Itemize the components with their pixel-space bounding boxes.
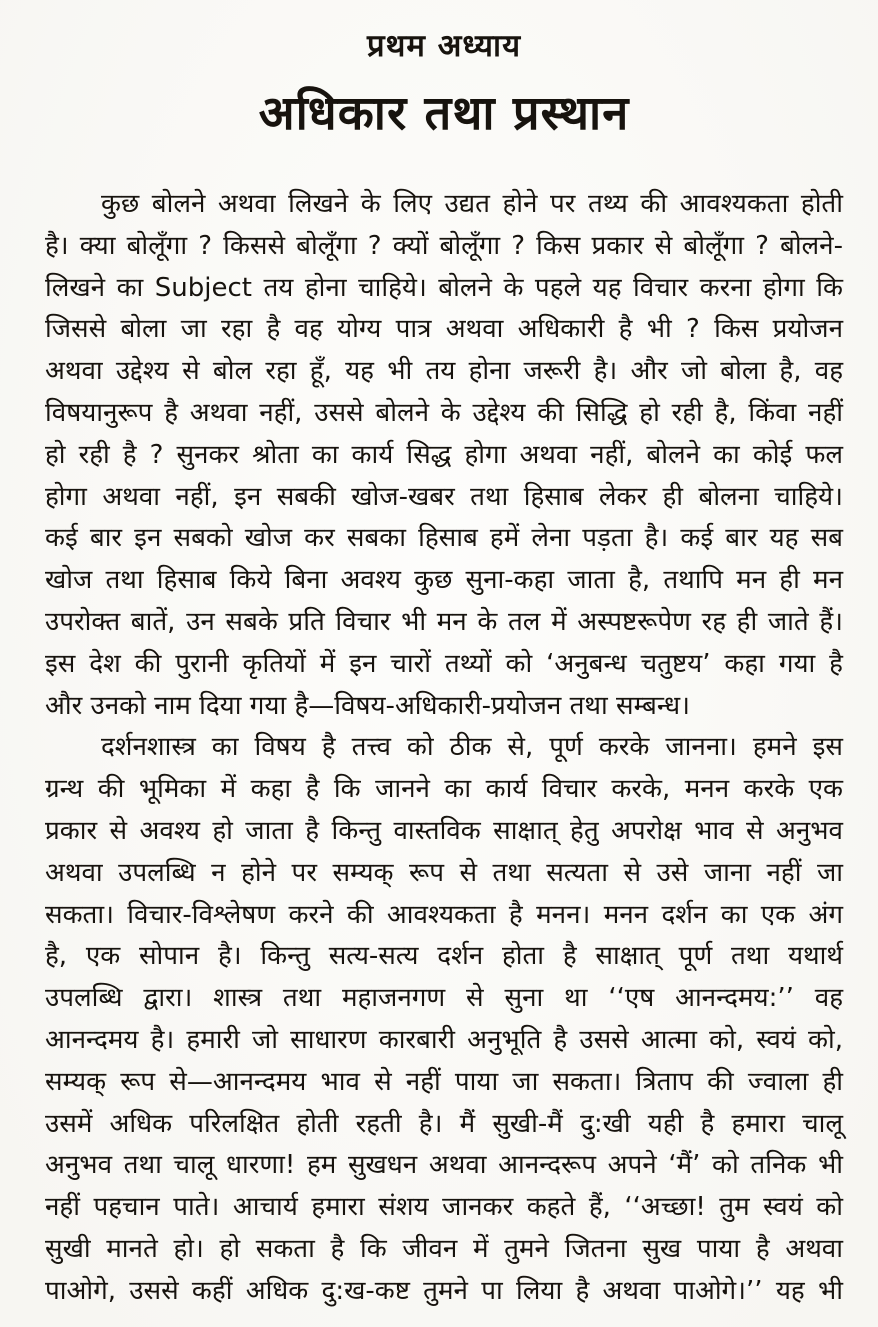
text-line: कई बार इन सबको खोज कर सबका हिसाब हमें लेना पड़ता है। कई बार यह सब xyxy=(45,523,843,554)
text-line: है, एक सोपान है। किन्तु सत्य-सत्य दर्शन होता है साक्षात् पूर्ण तथा यथार्थ xyxy=(45,941,843,972)
paragraph-1 xyxy=(45,184,843,727)
text-line: खोज तथा हिसाब किये बिना अवश्य कुछ सुना-कहा जाता है, तथापि मन ही मन xyxy=(45,565,843,596)
text-line: और उनको नाम दिया गया है—विषय-अधिकारी-प्रयोजन तथा सम्बन्ध। xyxy=(45,690,690,721)
text-line: उपलब्धि द्वारा। शास्त्र तथा महाजनगण से सुना था ‘‘एष आनन्दमय:’’ वह xyxy=(45,983,843,1014)
text-line: अनुभव तथा चालू धारणा! हम सुखधन अथवा आनन्दरूप अपने ‘मैं’ को तनिक भी xyxy=(45,1150,843,1181)
chapter-heading: प्रथम अध्याय xyxy=(366,28,522,64)
text-line: उसमें अधिक परिलक्षित होती रहती है। मैं सुखी-मैं दु:खी यही है हमारा चालू xyxy=(45,1108,843,1139)
text-line: जिससे बोला जा रहा है वह योग्य पात्र अथवा अधिकारी है भी ? किस प्रयोजन xyxy=(45,314,843,345)
text-line: अथवा उपलब्धि न होने पर सम्यक् रूप से तथा सत्यता से उसे जाना नहीं जा xyxy=(45,857,843,888)
text-line: विषयानुरूप है अथवा नहीं, उससे बोलने के उद्देश्य की सिद्धि हो रही है, किंवा नहीं xyxy=(45,397,843,428)
text-line: सुखी मानते हो। हो सकता है कि जीवन में तुमने जितना सुख पाया है अथवा xyxy=(45,1233,843,1264)
text-line: सकता। विचार-विश्लेषण करने की आवश्यकता है मनन। मनन दर्शन का एक अंग xyxy=(45,899,843,930)
text-line: होगा अथवा नहीं, इन सबकी खोज-खबर तथा हिसाब लेकर ही बोलना चाहिये। xyxy=(45,481,843,512)
text-line: ग्रन्थ की भूमिका में कहा है कि जानने का कार्य विचार करके, मनन करके एक xyxy=(45,774,843,805)
text-line: है। क्या बोलूँगा ? किससे बोलूँगा ? क्यों बोलूँगा ? किस प्रकार से बोलूँगा ? बोलने- xyxy=(45,230,843,261)
text-line: सम्यक् रूप से—आनन्दमय भाव से नहीं पाया जा सकता। त्रिताप की ज्वाला ही xyxy=(45,1066,843,1097)
text-line: कुछ बोलने अथवा लिखने के लिए उद्यत होने पर तथ्य की आवश्यकता होती xyxy=(101,189,843,219)
text-line: अथवा उद्देश्य से बोल रहा हूँ, यह भी तय होना जरूरी है। और जो बोला है, वह xyxy=(45,356,843,387)
text-line: पाओगे, उससे कहीं अधिक दु:ख-कष्ट तुमने पा लिया है अथवा पाओगे।’’ यह भी xyxy=(45,1275,843,1306)
text-line: उपरोक्त बातें, उन सबके प्रति विचार भी मन के तल में अस्पष्टरूपेण रह ही जाते हैं। xyxy=(45,606,843,637)
text-line: आनन्दमय है। हमारी जो साधारण कारबारी अनुभूति है उससे आत्मा को, स्वयं को, xyxy=(45,1024,843,1055)
page-title: अधिकार तथा प्रस्थान xyxy=(258,86,630,141)
text-line: नहीं पहचान पाते। आचार्य हमारा संशय जानकर कहते हैं, ‘‘अच्छा! तुम स्वयं को xyxy=(45,1192,843,1223)
text-line: इस देश की पुरानी कृतियों में इन चारों तथ्यों को ‘अनुबन्ध चतुष्टय’ कहा गया है xyxy=(45,648,843,679)
text-line: दर्शनशास्त्र का विषय है तत्त्व को ठीक से, पूर्ण करके जानना। हमने इस xyxy=(101,732,843,763)
text-line: प्रकार से अवश्य हो जाता है किन्तु वास्तविक साक्षात् हेतु अपरोक्ष भाव से अनुभव xyxy=(45,815,843,846)
text-line: लिखने का Subject तय होना चाहिये। बोलने के पहले यह विचार करना होगा कि xyxy=(45,272,843,303)
body-text xyxy=(45,184,843,1313)
paragraph-2 xyxy=(45,727,843,1312)
text-line: हो रही है ? सुनकर श्रोता का कार्य सिद्ध होगा अथवा नहीं, बोलने का कोई फल xyxy=(45,439,843,470)
